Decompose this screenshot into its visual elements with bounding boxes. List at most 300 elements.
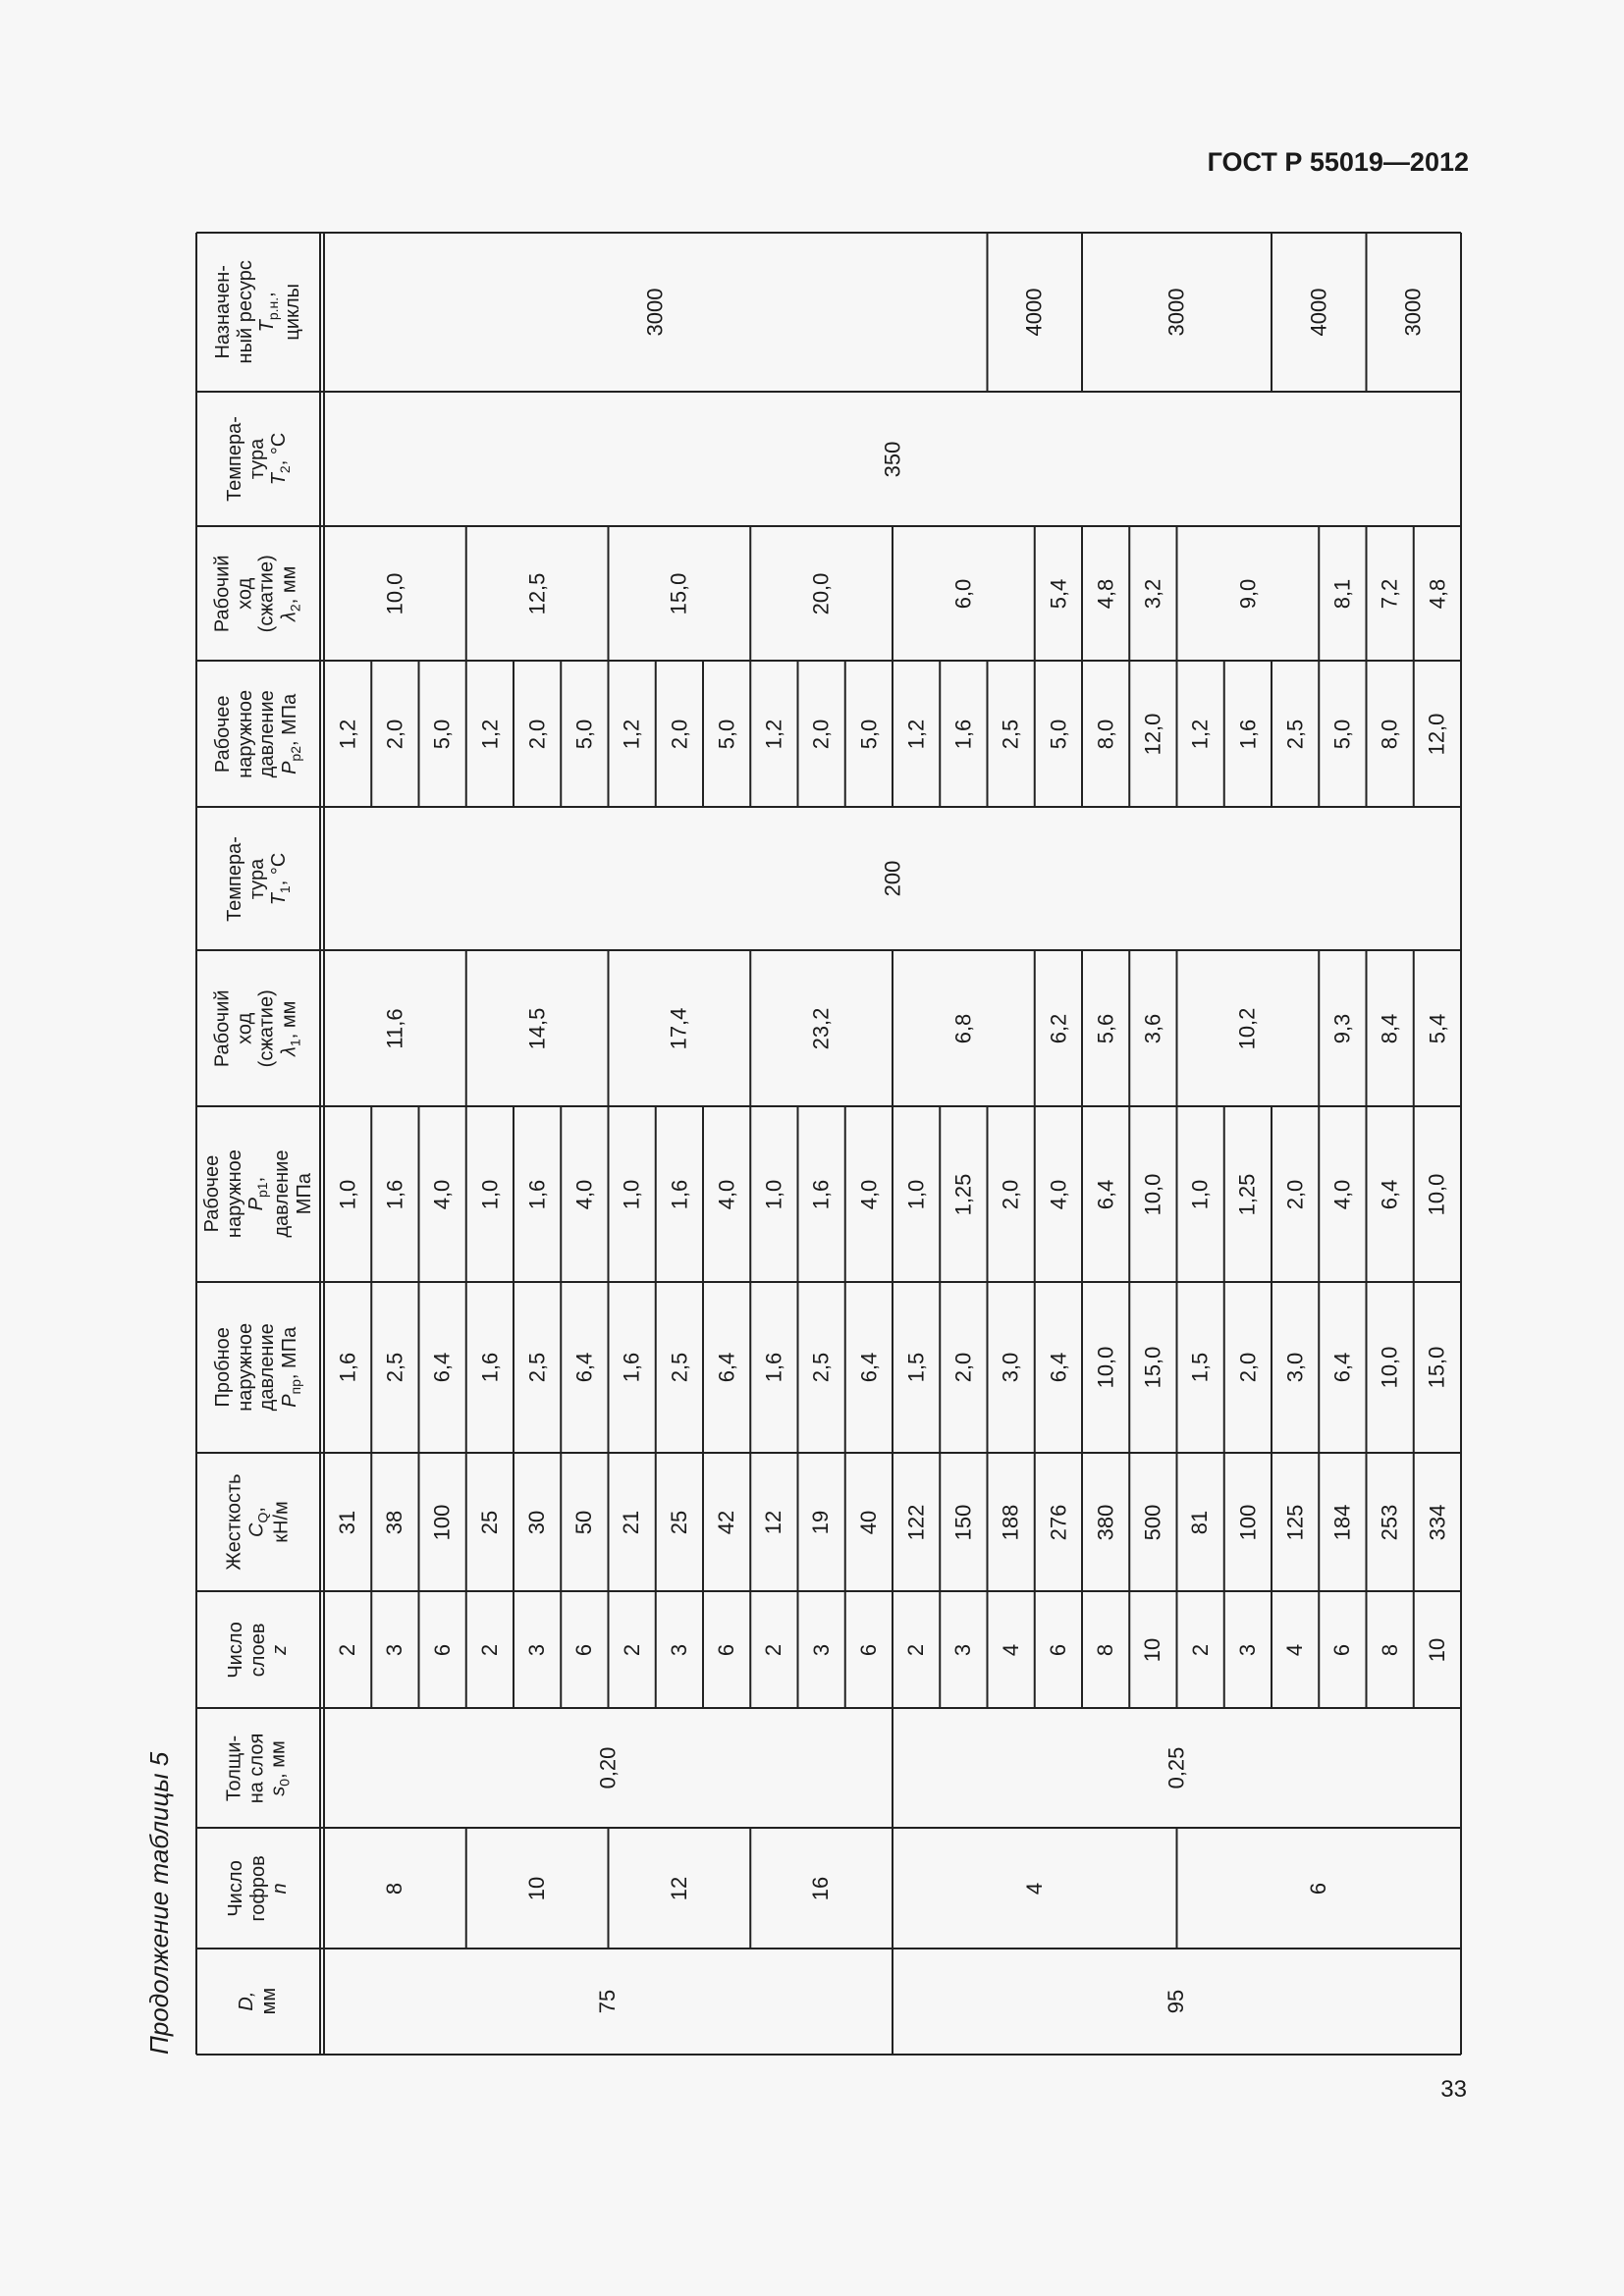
cell-z [561, 1591, 608, 1708]
cell-value: 2,5 [666, 1352, 691, 1383]
cell-value: 276 [1045, 1504, 1070, 1540]
cell-value: 10 [1140, 1637, 1165, 1662]
cell-value: 3 [1234, 1643, 1260, 1656]
cell-lambda1 [1367, 950, 1414, 1106]
cell-pp2 [466, 661, 514, 807]
table-caption: Продолжение таблицы 5 [144, 1751, 174, 2055]
cell-ppr [419, 1282, 466, 1453]
cell-value: 1,25 [950, 1173, 976, 1215]
cell-cq [609, 1453, 656, 1591]
header-work-pressure-1: Рабочее наружное $P_{р1}$, давление МПа [200, 1149, 315, 1239]
cell-z [940, 1591, 987, 1708]
cell-pp1 [940, 1106, 987, 1282]
cell-value: 184 [1329, 1504, 1355, 1540]
cell-value: 15,0 [666, 572, 691, 614]
cell-value: 4,0 [429, 1179, 455, 1209]
cell-cq [940, 1453, 987, 1591]
cell-T1 [324, 807, 1461, 950]
cell-value: 1,6 [666, 1179, 691, 1209]
cell-value: 334 [1424, 1504, 1449, 1540]
cell-cq [703, 1453, 750, 1591]
cell-value: 3 [524, 1643, 550, 1656]
cell-value: 8 [382, 1882, 407, 1895]
cell-pp1 [324, 1106, 371, 1282]
cell-ppr [324, 1282, 371, 1453]
cell-value: 1,6 [476, 1352, 502, 1383]
cell-pp2 [1129, 661, 1176, 807]
cell-z [371, 1591, 418, 1708]
cell-value: 11,6 [382, 1007, 407, 1049]
cell-value: 0,25 [1164, 1746, 1189, 1789]
cell-value: 1,0 [335, 1179, 360, 1209]
cell-value: 8 [1377, 1643, 1402, 1656]
cell-value: 50 [571, 1510, 597, 1534]
cell-pp1 [1414, 1106, 1461, 1282]
cell-value: 25 [476, 1510, 502, 1534]
cell-ppr [893, 1282, 940, 1453]
cell-pp2 [1319, 661, 1366, 807]
cell-ppr [1367, 1282, 1414, 1453]
cell-value: 6 [571, 1643, 597, 1656]
cell-pp2 [1272, 661, 1319, 807]
cell-lambda1 [1177, 950, 1320, 1106]
cell-value: 12 [761, 1510, 786, 1534]
cell-value: 20,0 [808, 572, 834, 614]
cell-pp2 [656, 661, 703, 807]
cell-value: 2,0 [808, 719, 834, 749]
cell-value: 1,0 [619, 1179, 644, 1209]
cell-value: 23,2 [808, 1007, 834, 1049]
cell-value: 1,6 [808, 1179, 834, 1209]
cell-cq [1414, 1453, 1461, 1591]
cell-value: 1,2 [335, 719, 360, 749]
cell-lambda1 [324, 950, 466, 1106]
cell-cq [893, 1453, 940, 1591]
cell-value: 30 [524, 1510, 550, 1534]
cell-cq [750, 1453, 797, 1591]
cell-value: 6 [714, 1643, 739, 1656]
cell-value: 122 [903, 1504, 929, 1540]
cell-value: 2,0 [666, 719, 691, 749]
header-diameter: D, мм [236, 1988, 280, 2015]
cell-value: 15,0 [1424, 1346, 1449, 1389]
cell-ppr [656, 1282, 703, 1453]
cell-value: 6 [1045, 1643, 1070, 1656]
cell-lambda2 [1414, 526, 1461, 661]
cell-lambda2 [750, 526, 893, 661]
cell-value: 75 [595, 1989, 621, 2014]
cell-pp1 [703, 1106, 750, 1282]
cell-pp2 [1082, 661, 1129, 807]
cell-value: 150 [950, 1504, 976, 1540]
cell-pp1 [609, 1106, 656, 1282]
cell-cq [1367, 1453, 1414, 1591]
cell-value: 1,0 [1187, 1179, 1213, 1209]
cell-ppr [514, 1282, 561, 1453]
cell-value: 21 [619, 1510, 644, 1534]
cell-s0 [324, 1708, 893, 1828]
cell-pp1 [988, 1106, 1035, 1282]
cell-z [1082, 1591, 1129, 1708]
cell-value: 6,4 [714, 1352, 739, 1383]
cell-pp1 [750, 1106, 797, 1282]
cell-value: 2,5 [808, 1352, 834, 1383]
cell-value: 3000 [1164, 288, 1189, 337]
cell-cq [1224, 1453, 1272, 1591]
cell-ppr [1177, 1282, 1224, 1453]
cell-value: 3,0 [1282, 1352, 1308, 1383]
cell-value: 125 [1282, 1504, 1308, 1540]
cell-lambda1 [750, 950, 893, 1106]
cell-pp2 [1177, 661, 1224, 807]
cell-z [1177, 1591, 1224, 1708]
cell-value: 4000 [1021, 288, 1047, 337]
cell-Tres [988, 233, 1083, 392]
cell-value: 81 [1187, 1510, 1213, 1534]
cell-value: 2,5 [998, 719, 1023, 749]
cell-value: 12,0 [1140, 713, 1165, 755]
cell-z [988, 1591, 1035, 1708]
cell-value: 1,2 [619, 719, 644, 749]
header-test-pressure: Пробное наружное давление $P_{пр}$, МПа [212, 1323, 303, 1412]
header-work-pressure-2: Рабочее наружное давление $P_{р2}$, МПа [212, 689, 303, 778]
cell-pp2 [514, 661, 561, 807]
cell-z [1272, 1591, 1319, 1708]
cell-pp1 [561, 1106, 608, 1282]
header-corrugations: Число гофров n [225, 1854, 292, 1922]
cell-pp1 [1177, 1106, 1224, 1282]
cell-value: 12,5 [524, 572, 550, 614]
cell-ppr [1224, 1282, 1272, 1453]
cell-z [798, 1591, 845, 1708]
cell-value: 200 [880, 860, 904, 897]
cell-value: 0,20 [595, 1746, 621, 1789]
cell-value: 19 [808, 1510, 834, 1534]
cell-ppr [1319, 1282, 1366, 1453]
cell-value: 8 [1093, 1643, 1118, 1656]
cell-n [324, 1828, 466, 1949]
cell-pp1 [1224, 1106, 1272, 1282]
cell-value: 31 [335, 1510, 360, 1534]
cell-lambda2 [466, 526, 609, 661]
cell-value: 188 [998, 1504, 1023, 1540]
cell-pp2 [988, 661, 1035, 807]
cell-value: 1,5 [1187, 1352, 1213, 1383]
cell-value: 5,0 [571, 719, 597, 749]
cell-value: 8,4 [1377, 1013, 1402, 1043]
cell-value: 6,2 [1045, 1013, 1070, 1043]
cell-value: 6,4 [1093, 1179, 1118, 1209]
cell-value: 4,0 [571, 1179, 597, 1209]
cell-value: 1,0 [761, 1179, 786, 1209]
cell-value: 1,2 [476, 719, 502, 749]
cell-z [750, 1591, 797, 1708]
cell-z [656, 1591, 703, 1708]
cell-cq [798, 1453, 845, 1591]
cell-z [1414, 1591, 1461, 1708]
cell-ppr [940, 1282, 987, 1453]
cell-value: 3 [950, 1643, 976, 1656]
cell-value: 8,1 [1329, 578, 1355, 609]
header-stroke-2: Рабочий ход (сжатие) $\lambda_2$, мм [212, 554, 303, 633]
cell-value: 5,0 [1329, 719, 1355, 749]
header-stroke-1: Рабочий ход (сжатие) $\lambda_1$, мм [212, 988, 303, 1068]
cell-pp1 [514, 1106, 561, 1282]
cell-value: 5,0 [855, 719, 881, 749]
page-number: 33 [1440, 2076, 1467, 2103]
cell-ppr [703, 1282, 750, 1453]
cell-value: 7,2 [1377, 578, 1402, 609]
cell-value: 2,5 [382, 1352, 407, 1383]
cell-value: 6,4 [1377, 1179, 1402, 1209]
cell-cq [371, 1453, 418, 1591]
cell-lambda1 [466, 950, 609, 1106]
cell-value: 1,6 [619, 1352, 644, 1383]
cell-value: 500 [1140, 1504, 1165, 1540]
cell-value: 100 [429, 1504, 455, 1540]
header-temperature-2: Темпера- тура $T_2$, °С [223, 416, 293, 502]
cell-lambda1 [1129, 950, 1176, 1106]
cell-pp1 [1035, 1106, 1082, 1282]
cell-value: 10,0 [1093, 1346, 1118, 1389]
cell-pp1 [893, 1106, 940, 1282]
cell-value: 1,6 [1234, 719, 1260, 749]
cell-pp2 [561, 661, 608, 807]
cell-n [893, 1828, 1177, 1949]
cell-pp2 [893, 661, 940, 807]
header-temperature-1: Темпера- тура $T_1$, °С [223, 835, 293, 922]
cell-value: 4 [1282, 1643, 1308, 1656]
cell-value: 3,2 [1140, 578, 1165, 609]
cell-lambda2 [1082, 526, 1129, 661]
cell-pp2 [1035, 661, 1082, 807]
cell-pp1 [371, 1106, 418, 1282]
cell-value: 6,4 [855, 1352, 881, 1383]
cell-cq [561, 1453, 608, 1591]
cell-value: 2,0 [998, 1179, 1023, 1209]
cell-value: 100 [1234, 1504, 1260, 1540]
cell-value: 1,25 [1234, 1173, 1260, 1215]
cell-value: 9,0 [1234, 578, 1260, 609]
cell-pp1 [656, 1106, 703, 1282]
cell-n [466, 1828, 609, 1949]
cell-value: 5,4 [1045, 578, 1070, 609]
cell-z [324, 1591, 371, 1708]
cell-value: 1,2 [761, 719, 786, 749]
cell-value: 2 [476, 1643, 502, 1656]
cell-cq [419, 1453, 466, 1591]
cell-value: 2,5 [1282, 719, 1308, 749]
cell-value: 1,6 [524, 1179, 550, 1209]
header-stiffness: Жесткость $C_Q$, кН/м [223, 1473, 293, 1571]
cell-Tres [1367, 233, 1462, 392]
cell-lambda2 [1367, 526, 1414, 661]
cell-Tres [1272, 233, 1367, 392]
cell-cq [1035, 1453, 1082, 1591]
cell-value: 1,6 [382, 1179, 407, 1209]
cell-value: 6 [855, 1643, 881, 1656]
cell-value: 2 [761, 1643, 786, 1656]
cell-ppr [750, 1282, 797, 1453]
cell-lambda1 [609, 950, 751, 1106]
cell-pp1 [845, 1106, 893, 1282]
cell-value: 42 [714, 1510, 739, 1534]
cell-n [1177, 1828, 1462, 1949]
cell-ppr [1414, 1282, 1461, 1453]
cell-value: 2,0 [950, 1352, 976, 1383]
cell-value: 6 [1306, 1882, 1331, 1895]
cell-Tres [1082, 233, 1272, 392]
cell-ppr [609, 1282, 656, 1453]
cell-value: 4,8 [1424, 578, 1449, 609]
cell-z [466, 1591, 514, 1708]
cell-value: 5,6 [1093, 1013, 1118, 1043]
cell-value: 3 [808, 1643, 834, 1656]
cell-z [514, 1591, 561, 1708]
cell-value: 14,5 [524, 1007, 550, 1049]
cell-value: 6 [1329, 1643, 1355, 1656]
cell-z [1035, 1591, 1082, 1708]
cell-pp1 [1272, 1106, 1319, 1282]
cell-value: 2 [1187, 1643, 1213, 1656]
cell-value: 2,0 [1234, 1352, 1260, 1383]
cell-z [1129, 1591, 1176, 1708]
cell-value: 5,0 [429, 719, 455, 749]
cell-lambda2 [1035, 526, 1082, 661]
cell-value: 1,0 [903, 1179, 929, 1209]
cell-pp1 [466, 1106, 514, 1282]
cell-pp2 [798, 661, 845, 807]
cell-value: 1,2 [903, 719, 929, 749]
cell-lambda1 [1414, 950, 1461, 1106]
cell-value: 2,0 [524, 719, 550, 749]
cell-value: 15,0 [1140, 1346, 1165, 1389]
cell-z [1367, 1591, 1414, 1708]
cell-ppr [371, 1282, 418, 1453]
cell-value: 95 [1164, 1989, 1189, 2014]
cell-pp2 [940, 661, 987, 807]
cell-pp1 [419, 1106, 466, 1282]
cell-lambda1 [1035, 950, 1082, 1106]
cell-value: 8,0 [1093, 719, 1118, 749]
cell-value: 4,0 [855, 1179, 881, 1209]
cell-pp2 [1224, 661, 1272, 807]
cell-value: 6,8 [950, 1013, 976, 1043]
cell-value: 25 [666, 1510, 691, 1534]
cell-value: 3000 [1400, 288, 1426, 337]
cell-value: 8,0 [1377, 719, 1402, 749]
cell-value: 380 [1093, 1504, 1118, 1540]
cell-cq [1177, 1453, 1224, 1591]
cell-value: 6,0 [950, 578, 976, 609]
cell-value: 1,6 [761, 1352, 786, 1383]
cell-z [893, 1591, 940, 1708]
cell-value: 5,0 [714, 719, 739, 749]
cell-value: 4000 [1306, 288, 1331, 337]
cell-pp1 [1082, 1106, 1129, 1282]
cell-value: 40 [855, 1510, 881, 1534]
cell-pp2 [750, 661, 797, 807]
cell-ppr [1035, 1282, 1082, 1453]
cell-lambda2 [1129, 526, 1176, 661]
cell-cq [324, 1453, 371, 1591]
cell-value: 10,0 [382, 572, 407, 614]
cell-value: 1,5 [903, 1352, 929, 1383]
cell-value: 4,8 [1093, 578, 1118, 609]
cell-lambda2 [609, 526, 751, 661]
cell-D [324, 1949, 893, 2055]
cell-z [1224, 1591, 1272, 1708]
cell-value: 5,0 [1045, 719, 1070, 749]
cell-pp2 [1414, 661, 1461, 807]
cell-value: 9,3 [1329, 1013, 1355, 1043]
cell-value: 12,0 [1424, 713, 1449, 755]
cell-value: 3,0 [998, 1352, 1023, 1383]
header-resource: Назначен- ный ресурс $T_{р.н.}$, циклы [212, 260, 304, 364]
cell-cq [1082, 1453, 1129, 1591]
cell-pp2 [371, 661, 418, 807]
cell-pp2 [845, 661, 893, 807]
cell-value: 4,0 [1045, 1179, 1070, 1209]
cell-value: 10,0 [1140, 1173, 1165, 1215]
cell-value: 10,0 [1377, 1346, 1402, 1389]
cell-ppr [1272, 1282, 1319, 1453]
cell-lambda2 [324, 526, 466, 661]
cell-value: 17,4 [666, 1007, 691, 1049]
cell-pp1 [1319, 1106, 1366, 1282]
cell-value: 10 [1424, 1637, 1449, 1662]
header-layers: Число слоев z [225, 1621, 292, 1679]
cell-value: 1,0 [476, 1179, 502, 1209]
cell-T2 [324, 392, 1461, 526]
cell-value: 253 [1377, 1504, 1402, 1540]
cell-value: 10 [524, 1876, 550, 1900]
cell-lambda1 [893, 950, 1035, 1106]
cell-value: 10,2 [1234, 1007, 1260, 1049]
cell-lambda2 [893, 526, 1035, 661]
cell-value: 38 [382, 1510, 407, 1534]
cell-s0 [893, 1708, 1461, 1828]
cell-pp2 [324, 661, 371, 807]
cell-value: 3 [666, 1643, 691, 1656]
cell-value: 6,4 [571, 1352, 597, 1383]
cell-value: 1,6 [335, 1352, 360, 1383]
cell-value: 6,4 [429, 1352, 455, 1383]
cell-value: 10,0 [1424, 1173, 1449, 1215]
cell-cq [988, 1453, 1035, 1591]
cell-Tres [324, 233, 988, 392]
cell-value: 2,5 [524, 1352, 550, 1383]
cell-cq [466, 1453, 514, 1591]
cell-z [703, 1591, 750, 1708]
cell-pp1 [798, 1106, 845, 1282]
cell-ppr [798, 1282, 845, 1453]
cell-ppr [988, 1282, 1035, 1453]
cell-n [609, 1828, 751, 1949]
cell-cq [1129, 1453, 1176, 1591]
cell-pp2 [419, 661, 466, 807]
cell-value: 4,0 [1329, 1179, 1355, 1209]
document-code: ГОСТ Р 55019—2012 [1207, 147, 1469, 177]
cell-value: 350 [880, 441, 904, 477]
cell-z [845, 1591, 893, 1708]
cell-z [419, 1591, 466, 1708]
cell-n [750, 1828, 893, 1949]
cell-ppr [466, 1282, 514, 1453]
cell-ppr [561, 1282, 608, 1453]
cell-pp2 [1367, 661, 1414, 807]
cell-cq [514, 1453, 561, 1591]
